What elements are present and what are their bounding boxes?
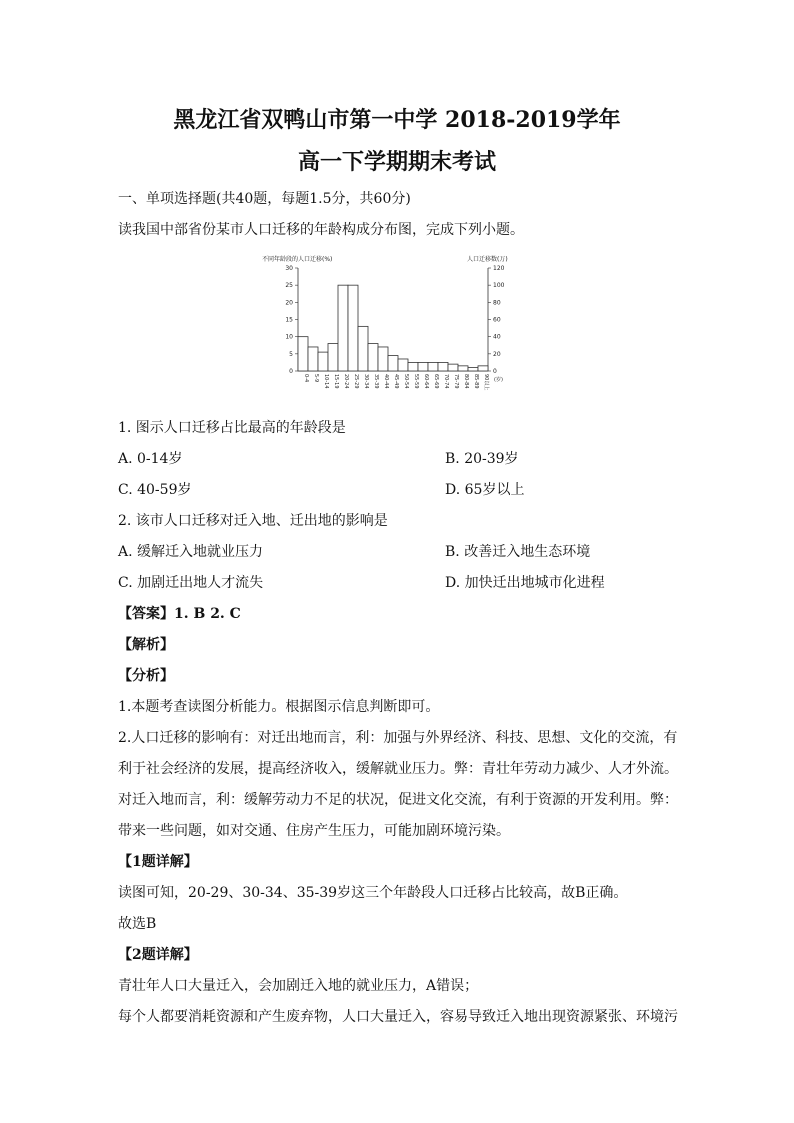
page-title-line2: 高一下学期期末考试: [297, 149, 496, 175]
answer-line: 【答案】1. B 2. C: [118, 606, 241, 622]
detail-2-line-1: 青壮年人口大量迁入，会加剧迁入地的就业压力，A错误；: [118, 978, 479, 994]
jiexi-heading: 【解析】: [118, 637, 174, 653]
x-tick-label: 15-19: [333, 374, 339, 389]
bar-90以上: [478, 366, 488, 371]
x-tick-label: 5-9: [313, 374, 319, 383]
bar-5-9: [308, 347, 318, 371]
question-1-option-d: D. 65岁以上: [445, 482, 525, 498]
x-tick-label: 30-34: [363, 374, 369, 389]
migration-age-chart: [258, 252, 510, 398]
right-tick-label: 20: [493, 350, 501, 358]
left-tick-label: 30: [285, 265, 293, 272]
bar-80-84: [458, 366, 468, 371]
left-tick-label: 15: [285, 316, 293, 324]
question-1-stem: 1. 图示人口迁移占比最高的年龄段是: [118, 420, 346, 436]
x-tick-label: 35-39: [373, 374, 379, 389]
section-heading: 一、单项选择题(共40题，每题1.5分，共60分): [118, 191, 411, 207]
x-tick-label: 70-74: [443, 374, 449, 389]
bar-10-14: [318, 352, 328, 371]
x-tick-label: 55-59: [413, 374, 419, 389]
chart-bars: [298, 285, 488, 371]
analysis-2-line-3: 对迁入地而言，利：缓解劳动力不足的状况，促进文化交流，有利于资源的开发利用。弊：: [118, 792, 678, 808]
question-2-stem: 2. 该市人口迁移对迁入地、迁出地的影响是: [118, 513, 388, 529]
right-tick-label: 100: [493, 282, 505, 290]
detail-2-line-2: 每个人都要消耗资源和产生废弃物，人口大量迁入，容易导致迁入地出现资源紧张、环境污: [118, 1009, 678, 1025]
bar-65-69: [428, 362, 438, 371]
x-tick-label: 80-84: [463, 374, 469, 389]
x-tick-label: 20-24: [343, 374, 349, 389]
bar-40-44: [378, 347, 388, 371]
analysis-1: 1.本题考查读图分析能力。根据图示信息判断即可。: [118, 699, 440, 715]
bar-45-49: [388, 356, 398, 371]
bar-60-64: [418, 362, 428, 371]
x-tick-label: 25-29: [353, 374, 359, 389]
x-tick-label: 45-49: [393, 374, 399, 389]
question-2-option-c: C. 加剧迁出地人才流失: [118, 575, 264, 591]
bar-55-59: [408, 362, 418, 371]
bar-15-19: [328, 344, 338, 371]
chart-right-axis-label: 人口迁移数(万): [467, 256, 508, 263]
x-tick-label: 85-89: [473, 374, 479, 389]
detail-1-choice: 故选B: [118, 916, 157, 932]
analysis-2-line-2: 利于社会经济的发展，提高经济收入，缓解就业压力。弊：青壮年劳动力减少、人才外流。: [118, 761, 678, 777]
bar-35-39: [368, 344, 378, 371]
right-tick-label: 80: [493, 299, 501, 307]
right-tick-label: 120: [493, 265, 505, 272]
question-2-option-b: B. 改善迁入地生态环境: [445, 544, 591, 560]
question-2-option-a: A. 缓解迁入地就业压力: [118, 544, 264, 560]
bar-25-29: [348, 285, 358, 371]
x-tick-label: 10-14: [323, 374, 329, 389]
analysis-2-line-1: 2.人口迁移的影响有：对迁出地而言，利：加强与外界经济、科技、思想、文化的交流，有: [118, 730, 678, 746]
page-title-line1: 黑龙江省双鸭山市第一中学 2018-2019学年: [173, 107, 621, 133]
chart-left-axis-label: 不同年龄段的人口迁移(%): [262, 256, 333, 263]
left-tick-label: 20: [285, 299, 293, 307]
bar-20-24: [338, 285, 348, 371]
bar-70-74: [438, 362, 448, 371]
right-tick-label: 0: [493, 368, 497, 375]
detail-1-text: 读图可知，20-29、30-34、35-39岁这三个年龄段人口迁移占比较高，故B正确。: [118, 885, 628, 901]
x-tick-label: 50-54: [403, 374, 409, 389]
detail-2-heading: 【2题详解】: [118, 947, 198, 963]
left-tick-label: 10: [285, 333, 293, 341]
bar-0-4: [298, 337, 308, 371]
fenxi-heading: 【分析】: [118, 668, 174, 684]
question-2-option-d: D. 加快迁出地城市化进程: [445, 575, 605, 591]
chart-ticks: [285, 265, 504, 390]
question-1-option-b: B. 20-39岁: [445, 451, 519, 467]
left-tick-label: 25: [285, 282, 293, 290]
x-tick-label: 0-4: [303, 374, 309, 383]
x-tick-label: 40-44: [383, 374, 389, 389]
bar-85-89: [468, 368, 478, 371]
question-1-option-c: C. 40-59岁: [118, 482, 192, 498]
bar-30-34: [358, 326, 368, 371]
detail-1-heading: 【1题详解】: [118, 854, 198, 870]
x-tick-label: 65-69: [433, 374, 439, 389]
right-tick-label: 40: [493, 333, 501, 341]
bar-75-79: [448, 364, 458, 371]
x-tick-label: 75-79: [453, 374, 459, 389]
right-tick-label: 60: [493, 316, 501, 324]
bar-50-54: [398, 359, 408, 371]
x-tick-label: 60-64: [423, 374, 429, 389]
analysis-2-line-4: 带来一些问题，如对交通、住房产生压力，可能加剧环境污染。: [118, 823, 510, 839]
question-1-option-a: A. 0-14岁: [118, 451, 183, 467]
left-tick-label: 0: [289, 368, 293, 375]
left-tick-label: 5: [289, 350, 293, 358]
intro-text: 读我国中部省份某市人口迁移的年龄构成分布图，完成下列小题。: [118, 222, 524, 238]
x-tick-label: 90以上: [483, 374, 489, 391]
x-unit-label: (岁): [494, 377, 503, 383]
